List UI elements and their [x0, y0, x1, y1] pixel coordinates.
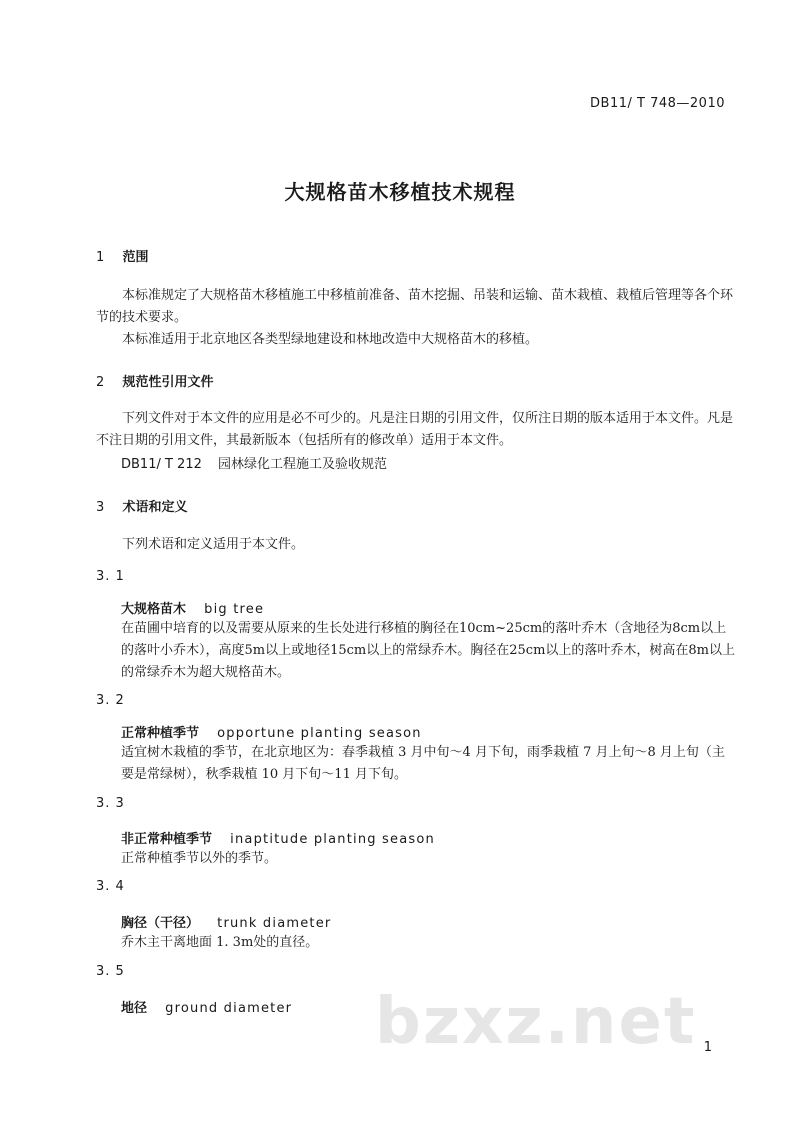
section-title: 范围 — [122, 250, 149, 265]
term-chinese: 胸径（干径） — [121, 916, 200, 931]
term-entry — [121, 722, 422, 741]
paragraph: 本标准适用于北京地区各类型绿地建设和林地改造中大规格苗木的移植。 — [122, 332, 539, 347]
term-chinese: 非正常种植季节 — [121, 832, 213, 847]
reference-name: 园林绿化工程施工及验收规范 — [218, 457, 388, 472]
section-title: 规范性引用文件 — [122, 375, 214, 390]
term-number: 3. 4 — [96, 879, 125, 894]
term-english: big tree — [204, 602, 265, 617]
standard-code: DB11/ T 748—2010 — [590, 96, 725, 111]
term-entry — [121, 598, 264, 617]
section-heading-terms — [96, 496, 188, 515]
term-english: inaptitude planting season — [230, 832, 435, 847]
term-english: trunk diameter — [217, 916, 332, 931]
page-number: 1 — [703, 1040, 712, 1055]
term-number: 3. 3 — [96, 796, 125, 811]
section-title: 术语和定义 — [122, 500, 188, 515]
term-chinese: 地径 — [121, 1001, 148, 1016]
term-definition: 适宜树木栽植的季节，在北京地区为：春季栽植 3 月中旬～4 月下旬，雨季栽植 7 月上旬～8 月上旬（主要是常绿树），秋季栽植 10 月下旬～11 月下旬。 — [121, 745, 725, 782]
term-entry — [121, 828, 435, 847]
paragraph: 下列术语和定义适用于本文件。 — [122, 537, 305, 552]
term-number: 3. 2 — [96, 693, 125, 708]
term-entry — [121, 997, 292, 1016]
term-number: 3. 5 — [96, 964, 125, 979]
reference-entry — [121, 453, 387, 472]
paragraph: 本标准规定了大规格苗木移植施工中移植前准备、苗木挖掘、吊装和运输、苗木栽植、栽植后管理等各个环节的技术要求。 — [96, 288, 734, 325]
term-english: ground diameter — [165, 1001, 293, 1016]
section-number: 3 — [96, 500, 105, 515]
term-definition: 在苗圃中培育的以及需要从原来的生长处进行移植的胸径在10cm~25cm的落叶乔木（含地径为8cm以上的落叶小乔木），高度5m以上或地径15cm以上的常绿乔木。胸径在25cm以上的落叶乔木，树高在8m以上的常绿乔木为超大规格苗木。 — [121, 621, 735, 680]
section-number: 2 — [96, 375, 105, 390]
section-heading-scope — [96, 246, 149, 265]
section-heading-normative-references — [96, 371, 214, 390]
term-chinese: 大规格苗木 — [121, 602, 187, 617]
term-number: 3. 1 — [96, 569, 125, 584]
term-chinese: 正常种植季节 — [121, 726, 200, 741]
page-title: 大规格苗木移植技术规程 — [284, 180, 516, 204]
term-definition: 乔木主干离地面 1. 3m处的直径。 — [121, 935, 319, 950]
term-english: opportune planting season — [217, 726, 422, 741]
term-entry — [121, 912, 331, 931]
term-definition: 正常种植季节以外的季节。 — [121, 851, 278, 866]
reference-code: DB11/ T 212 — [121, 457, 202, 472]
watermark: bzxz.net — [375, 985, 697, 1059]
paragraph: 下列文件对于本文件的应用是必不可少的。凡是注日期的引用文件，仅所注日期的版本适用于本文件。凡是不注日期的引用文件，其最新版本（包括所有的修改单）适用于本文件。 — [96, 411, 734, 448]
section-number: 1 — [96, 250, 105, 265]
